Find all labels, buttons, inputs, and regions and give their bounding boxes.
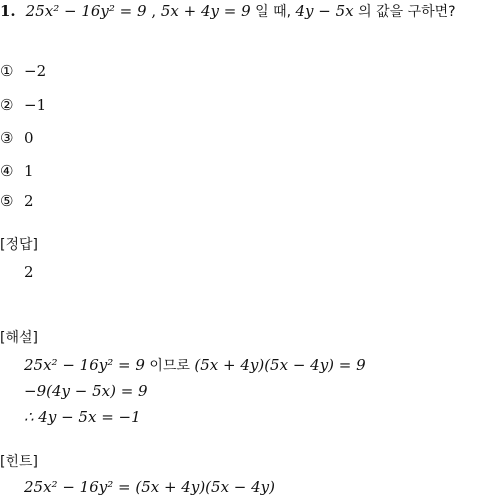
hint-label: [힌트] [0, 454, 38, 470]
choice-5-mark: ⑤ [0, 192, 14, 210]
choice-2-mark: ② [0, 96, 14, 114]
question-number: 1. [0, 2, 16, 20]
choice-1[interactable] [0, 62, 46, 80]
choice-2[interactable] [0, 96, 46, 114]
choice-4[interactable] [0, 162, 34, 180]
explanation-line-3: ∴ 4y − 5x = −1 [24, 408, 141, 426]
explanation-line-1-equation: 25x² − 16y² = 9 [24, 356, 145, 374]
question-line [0, 2, 456, 21]
question-text-2: 의 값을 구하면? [353, 4, 456, 20]
explanation-line-1 [24, 356, 366, 375]
choice-2-value: −1 [24, 96, 47, 114]
explanation-line-1-factored: (5x + 4y)(5x − 4y) = 9 [194, 356, 366, 374]
answer-label: [정답] [0, 237, 38, 253]
choice-5[interactable] [0, 192, 34, 210]
explanation-line-1-text: 이므로 [144, 358, 195, 374]
question-equation-1: 25x² − 16y² = 9 [25, 2, 147, 20]
hint-line-1: 25x² − 16y² = (5x + 4y)(5x − 4y) [24, 478, 276, 496]
choice-1-mark: ① [0, 62, 14, 80]
question-separator: , [146, 2, 161, 20]
question-text-1: 일 때, [250, 4, 296, 20]
explanation-label: [해설] [0, 330, 38, 346]
choice-1-value: −2 [24, 62, 47, 80]
question-equation-2: 5x + 4y = 9 [160, 2, 251, 20]
choice-4-mark: ④ [0, 162, 14, 180]
choice-3-mark: ③ [0, 129, 14, 147]
choice-3-value: 0 [24, 129, 34, 147]
choice-4-value: 1 [24, 162, 34, 180]
choice-3[interactable] [0, 129, 34, 147]
question-target-expression: 4y − 5x [295, 2, 354, 20]
explanation-line-2: −9(4y − 5x) = 9 [24, 382, 148, 400]
answer-value: 2 [24, 263, 34, 281]
choice-5-value: 2 [24, 192, 34, 210]
